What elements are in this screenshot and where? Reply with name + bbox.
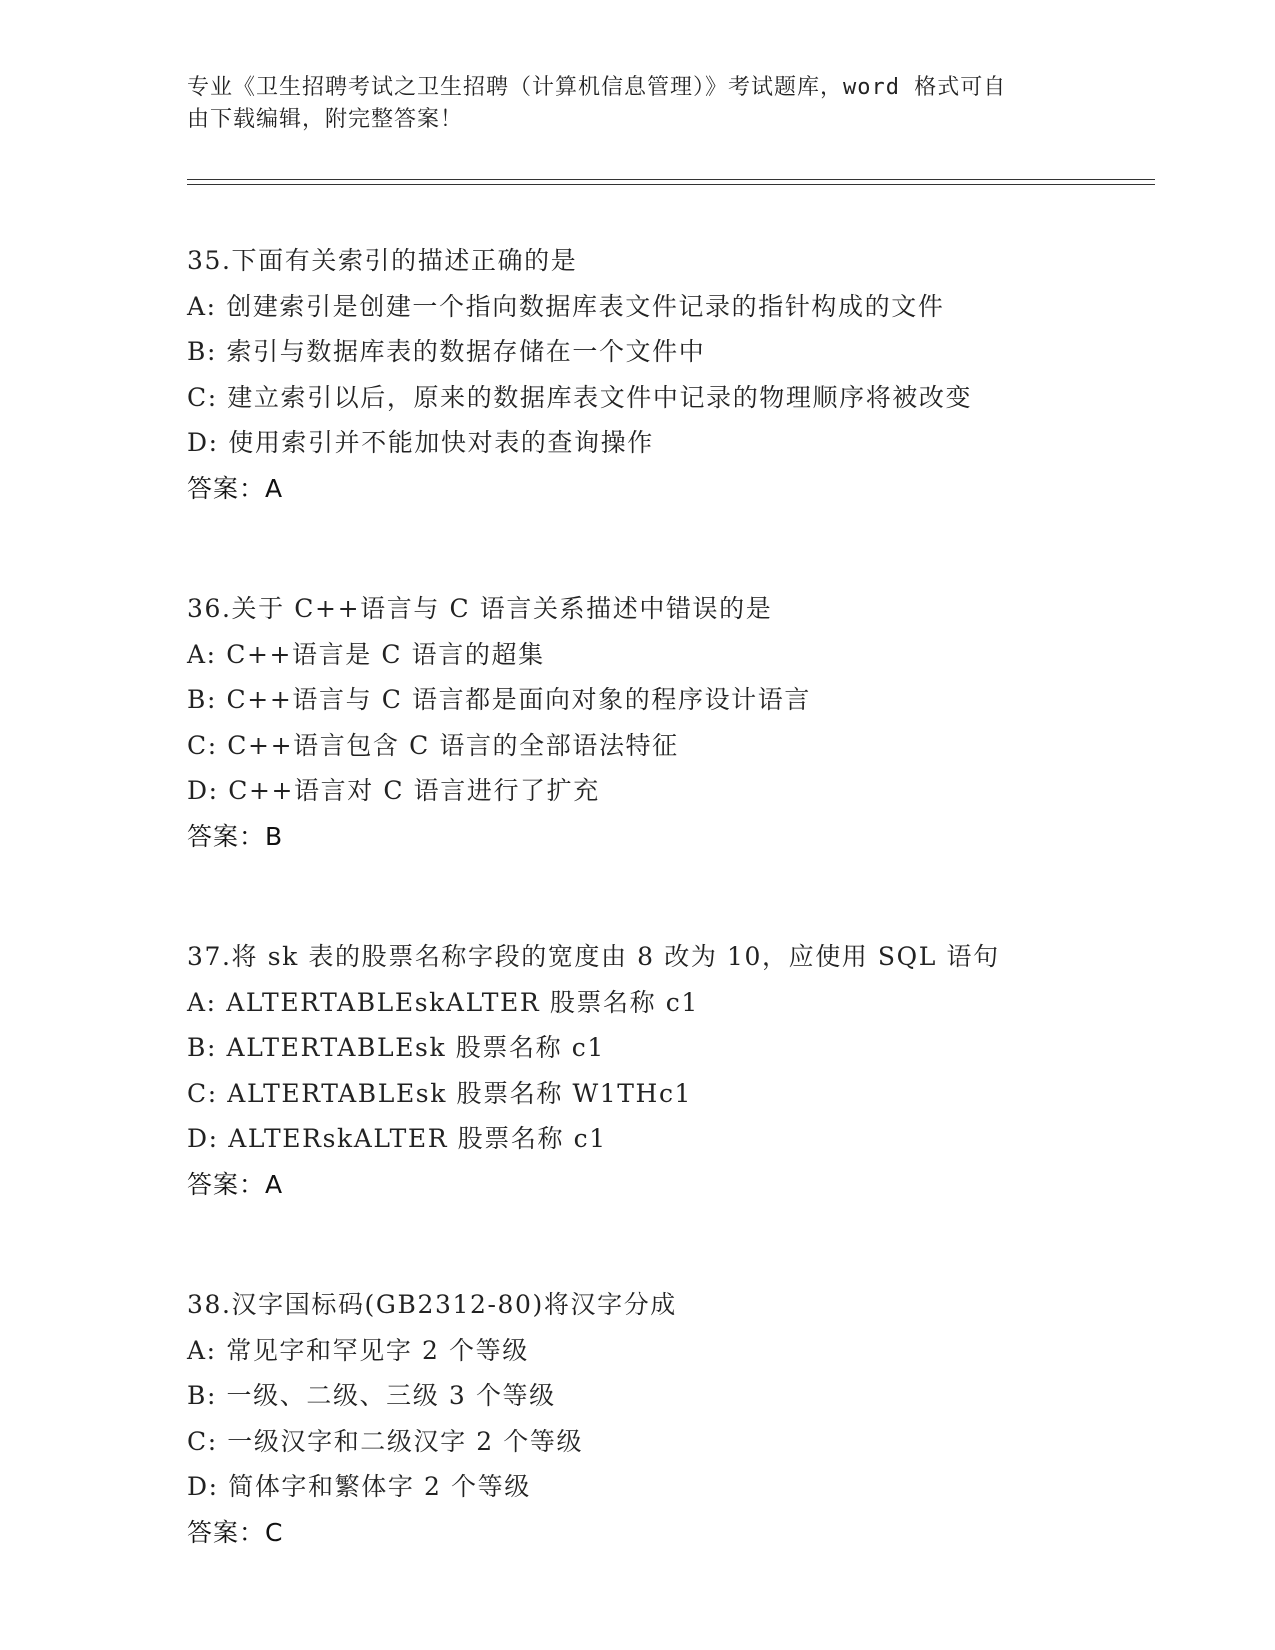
question-stem: 37.将 sk 表的股票名称字段的宽度由 8 改为 10，应使用 SQL 语句 (187, 942, 1000, 971)
answer-line: 答案：B (187, 821, 284, 851)
option-d: D: C++语言对 C 语言进行了扩充 (187, 776, 600, 805)
option-a: A: 创建索引是创建一个指向数据库表文件记录的指针构成的文件 (187, 291, 945, 321)
option-b: B: 一级、二级、三级 3 个等级 (187, 1381, 556, 1410)
option-c: C: C++语言包含 C 语言的全部语法特征 (187, 730, 679, 760)
answer-line: 答案：A (187, 1169, 284, 1199)
option-c: C: 建立索引以后，原来的数据库表文件中记录的物理顺序将被改变 (187, 382, 973, 412)
question-36 (187, 586, 1147, 859)
answer-line: 答案：A (187, 473, 284, 503)
option-d: D: ALTERskALTER 股票名称 c1 (187, 1124, 607, 1153)
option-c: C: ALTERTABLEsk 股票名称 W1THc1 (187, 1078, 693, 1108)
answer-line: 答案：C (187, 1517, 284, 1547)
option-b: B: C++语言与 C 语言都是面向对象的程序设计语言 (187, 685, 811, 714)
question-35 (187, 238, 1147, 511)
question-stem: 38.汉字国标码(GB2312-80)将汉字分成 (187, 1290, 677, 1319)
option-b: B: ALTERTABLEsk 股票名称 c1 (187, 1033, 605, 1062)
option-d: D: 简体字和繁体字 2 个等级 (187, 1472, 531, 1501)
question-stem: 35.下面有关索引的描述正确的是 (187, 246, 578, 275)
option-a: A: 常见字和罕见字 2 个等级 (187, 1335, 529, 1365)
document-header (187, 72, 1067, 136)
header-divider-top (187, 179, 1155, 180)
header-line-2: 由下载编辑，附完整答案！ (187, 107, 464, 132)
question-list (187, 238, 1147, 1630)
option-d: D: 使用索引并不能加快对表的查询操作 (187, 428, 654, 457)
option-a: A: ALTERTABLEskALTER 股票名称 c1 (187, 987, 699, 1017)
header-line-1: 专业《卫生招聘考试之卫生招聘（计算机信息管理）》考试题库，word 格式可自 (187, 75, 1007, 100)
question-38 (187, 1282, 1147, 1555)
option-b: B: 索引与数据库表的数据存储在一个文件中 (187, 337, 706, 366)
question-37 (187, 934, 1147, 1207)
option-a: A: C++语言是 C 语言的超集 (187, 639, 545, 669)
question-stem: 36.关于 C++语言与 C 语言关系描述中错误的是 (187, 594, 773, 623)
header-divider-bottom (187, 184, 1155, 185)
option-c: C: 一级汉字和二级汉字 2 个等级 (187, 1426, 584, 1456)
